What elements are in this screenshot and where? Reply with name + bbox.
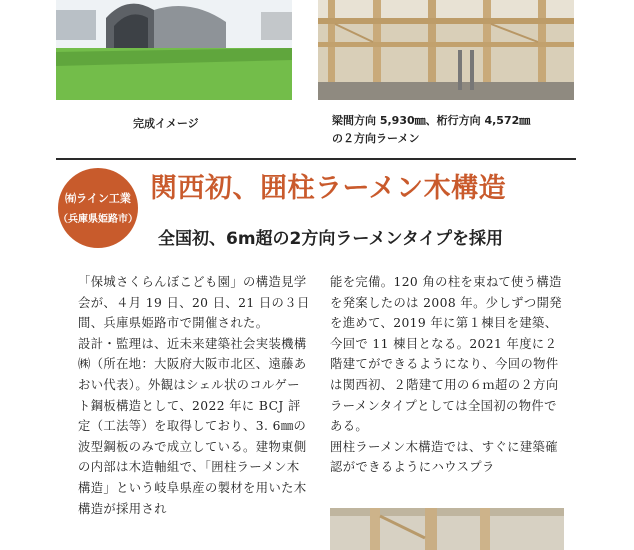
company-location: （兵庫県姫路市） (58, 214, 138, 225)
article-column-left (78, 272, 310, 519)
article-headline: 関西初、囲柱ラーメン木構造 (150, 173, 507, 204)
body-paragraph: 能を完備。120 角の柱を束ねて使う構造を発案したのは 2008 年。少しずつ開発を進めて、2019 年に第１棟目を建築、今回で 11 棟目となる。2021 年度に２階建てができるようになり、今回の物件は関西初、２階建て用の６ｍ超の２方向ラーメンタイプとしては全国初の物件である。 (330, 275, 562, 434)
building-illustration (56, 0, 292, 100)
article-subheadline: 全国初、6m超の2方向ラーメンタイプを採用 (158, 229, 503, 249)
photo-caption-completed: 完成イメージ (133, 117, 199, 130)
body-paragraph: 囲柱ラーメン木構造では、すぐに建築確認ができるようにハウスプラ (330, 439, 558, 475)
photo-caption-frame-line2: の２方向ラーメン (332, 132, 420, 145)
photo-caption-frame-line1: 梁間方向 5,930㎜、桁行方向 4,572㎜ (332, 114, 531, 127)
company-badge (58, 168, 138, 248)
interior-frame-illustration (330, 508, 564, 550)
section-divider (56, 158, 576, 160)
completed-image-photo (56, 0, 292, 100)
body-paragraph: 設計・監理は、近未来建築社会実装機構㈱（所在地：大阪府大阪市北区、遠藤あおい代表）。外観はシェル状のコルゲート鋼板構造として、2022 年に BCJ 評定（工法等）を取得しており、3. 6㎜の波型鋼板のみで成立している。建物東側の内部は木造軸組で、「囲柱ラーメン木構造」という岐阜県産の製材を用いた木構造が採用され (78, 336, 307, 516)
photo-caption-frame (332, 112, 592, 148)
company-name: ㈲ライン工業 (65, 192, 131, 205)
article-column-right (330, 272, 563, 478)
timber-frame-illustration (318, 0, 574, 100)
timber-frame-photo (318, 0, 574, 100)
body-paragraph: 「保城さくらんぼこども園」の構造見学会が、４月 19 日、20 日、21 日の３日間、兵庫県姫路市で開催された。 (78, 275, 310, 331)
interior-frame-photo (330, 508, 564, 550)
